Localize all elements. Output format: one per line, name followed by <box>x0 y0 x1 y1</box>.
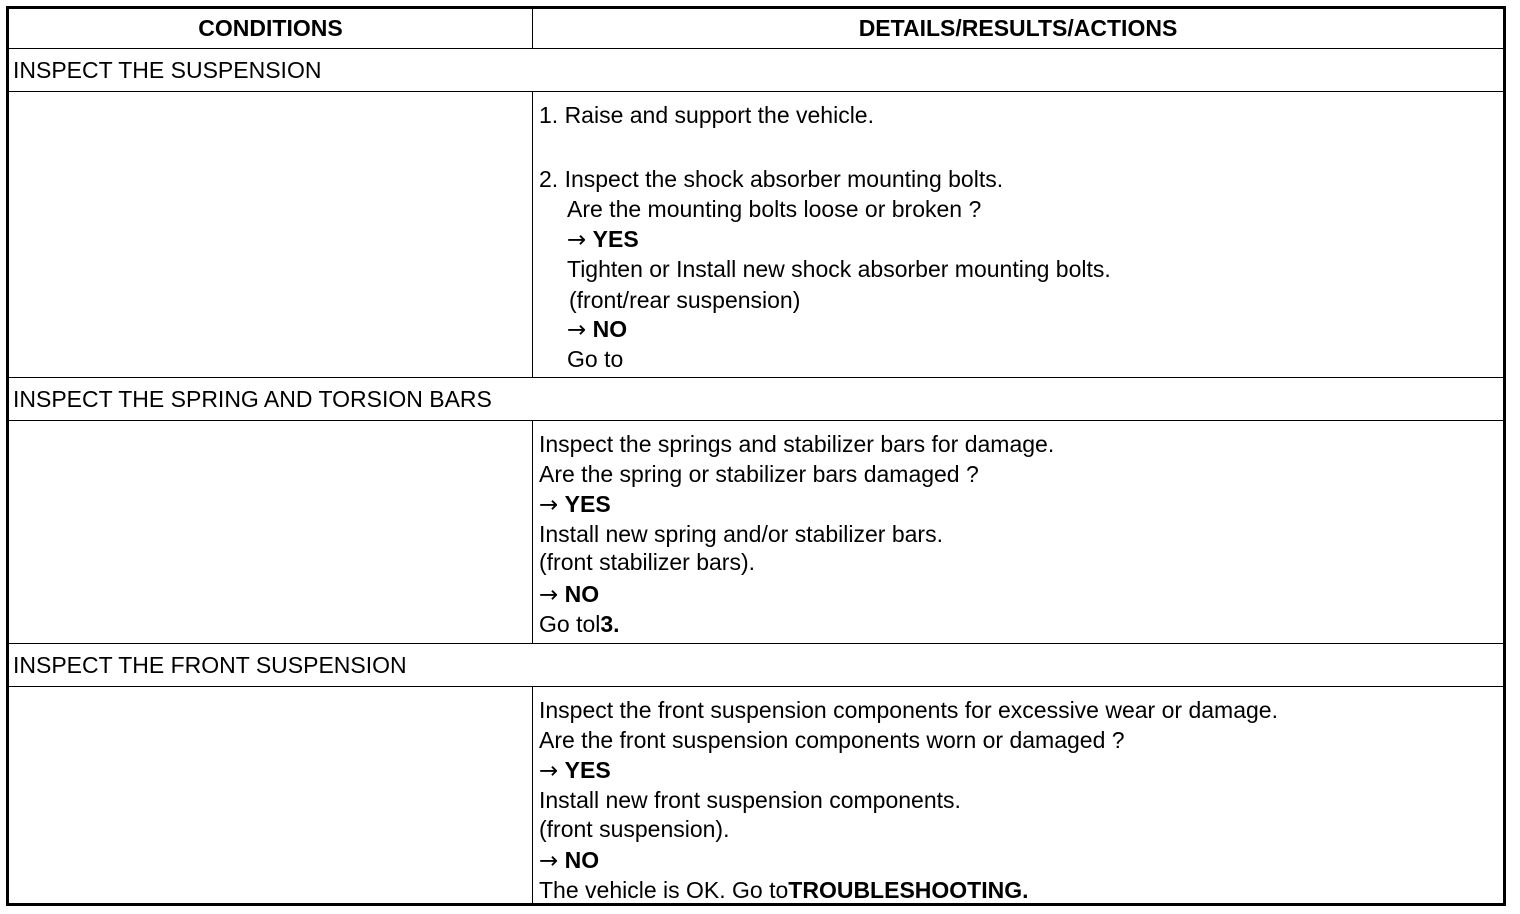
diagnostic-table <box>6 6 1506 906</box>
no-label: NO <box>592 316 628 342</box>
no-result <box>539 847 599 874</box>
yes-label: YES <box>592 226 639 252</box>
instruction-text: Inspect the springs and stabilizer bars for damage. <box>539 431 1055 457</box>
step-1-text: 1. Raise and support the vehicle. <box>539 102 874 128</box>
yes-result <box>567 226 639 253</box>
details-cell <box>533 687 1503 903</box>
section-body-row <box>9 421 1503 644</box>
section-title-row <box>9 644 1503 687</box>
yes-action-text: Tighten or Install new shock absorber mounting bolts. <box>567 256 1111 282</box>
no-label: NO <box>564 847 600 873</box>
details-cell <box>533 92 1503 377</box>
no-action-prefix: Go tol <box>539 611 601 637</box>
no-target-step: 3. <box>600 611 620 637</box>
section-title-row <box>9 378 1503 421</box>
no-action-text <box>539 611 620 637</box>
question-text: Are the spring or stabilizer bars damaged ? <box>539 461 979 487</box>
step-2-text: 2. Inspect the shock absorber mounting bolts. <box>539 166 1004 192</box>
condition-cell <box>9 687 533 903</box>
section-title: INSPECT THE SPRING AND TORSION BARS <box>13 385 492 412</box>
arrow-right-icon: → <box>539 492 559 518</box>
table-header-row <box>9 9 1503 49</box>
yes-reference-text: (front/rear suspension) <box>569 287 801 313</box>
section-title: INSPECT THE FRONT SUSPENSION <box>13 651 407 678</box>
arrow-right-icon: → <box>539 758 559 784</box>
details-header: DETAILS/RESULTS/ACTIONS <box>858 15 1178 41</box>
section-title: INSPECT THE SUSPENSION <box>13 56 322 83</box>
details-cell <box>533 421 1503 643</box>
arrow-right-icon: → <box>539 848 559 874</box>
conditions-header: CONDITIONS <box>9 9 533 48</box>
yes-reference-text: (front suspension). <box>539 816 730 842</box>
no-action-text <box>539 877 1029 903</box>
yes-result <box>539 757 611 784</box>
section-title-row <box>9 49 1503 92</box>
no-action-prefix: The vehicle is OK. Go to <box>539 877 789 903</box>
question-text: Are the mounting bolts loose or broken ? <box>567 196 982 222</box>
yes-result <box>539 491 611 518</box>
arrow-right-icon: → <box>539 582 559 608</box>
arrow-right-icon: → <box>567 317 587 343</box>
no-result <box>567 316 627 343</box>
yes-action-text: Install new spring and/or stabilizer bars. <box>539 521 943 547</box>
yes-label: YES <box>564 757 611 783</box>
question-text: Are the front suspension components worn or damaged ? <box>539 727 1125 753</box>
arrow-right-icon: → <box>567 227 587 253</box>
no-action-text: Go to <box>567 346 624 372</box>
no-label: NO <box>564 581 600 607</box>
condition-cell <box>9 92 533 377</box>
yes-action-text: Install new front suspension components. <box>539 787 961 813</box>
yes-reference-text: (front stabilizer bars). <box>539 549 756 575</box>
instruction-text: Inspect the front suspension components for excessive wear or damage. <box>539 697 1278 723</box>
section-body-row <box>9 687 1503 903</box>
no-target-link: TROUBLESHOOTING. <box>788 877 1029 903</box>
section-body-row <box>9 92 1503 378</box>
yes-label: YES <box>564 491 611 517</box>
no-result <box>539 581 599 608</box>
condition-cell <box>9 421 533 643</box>
